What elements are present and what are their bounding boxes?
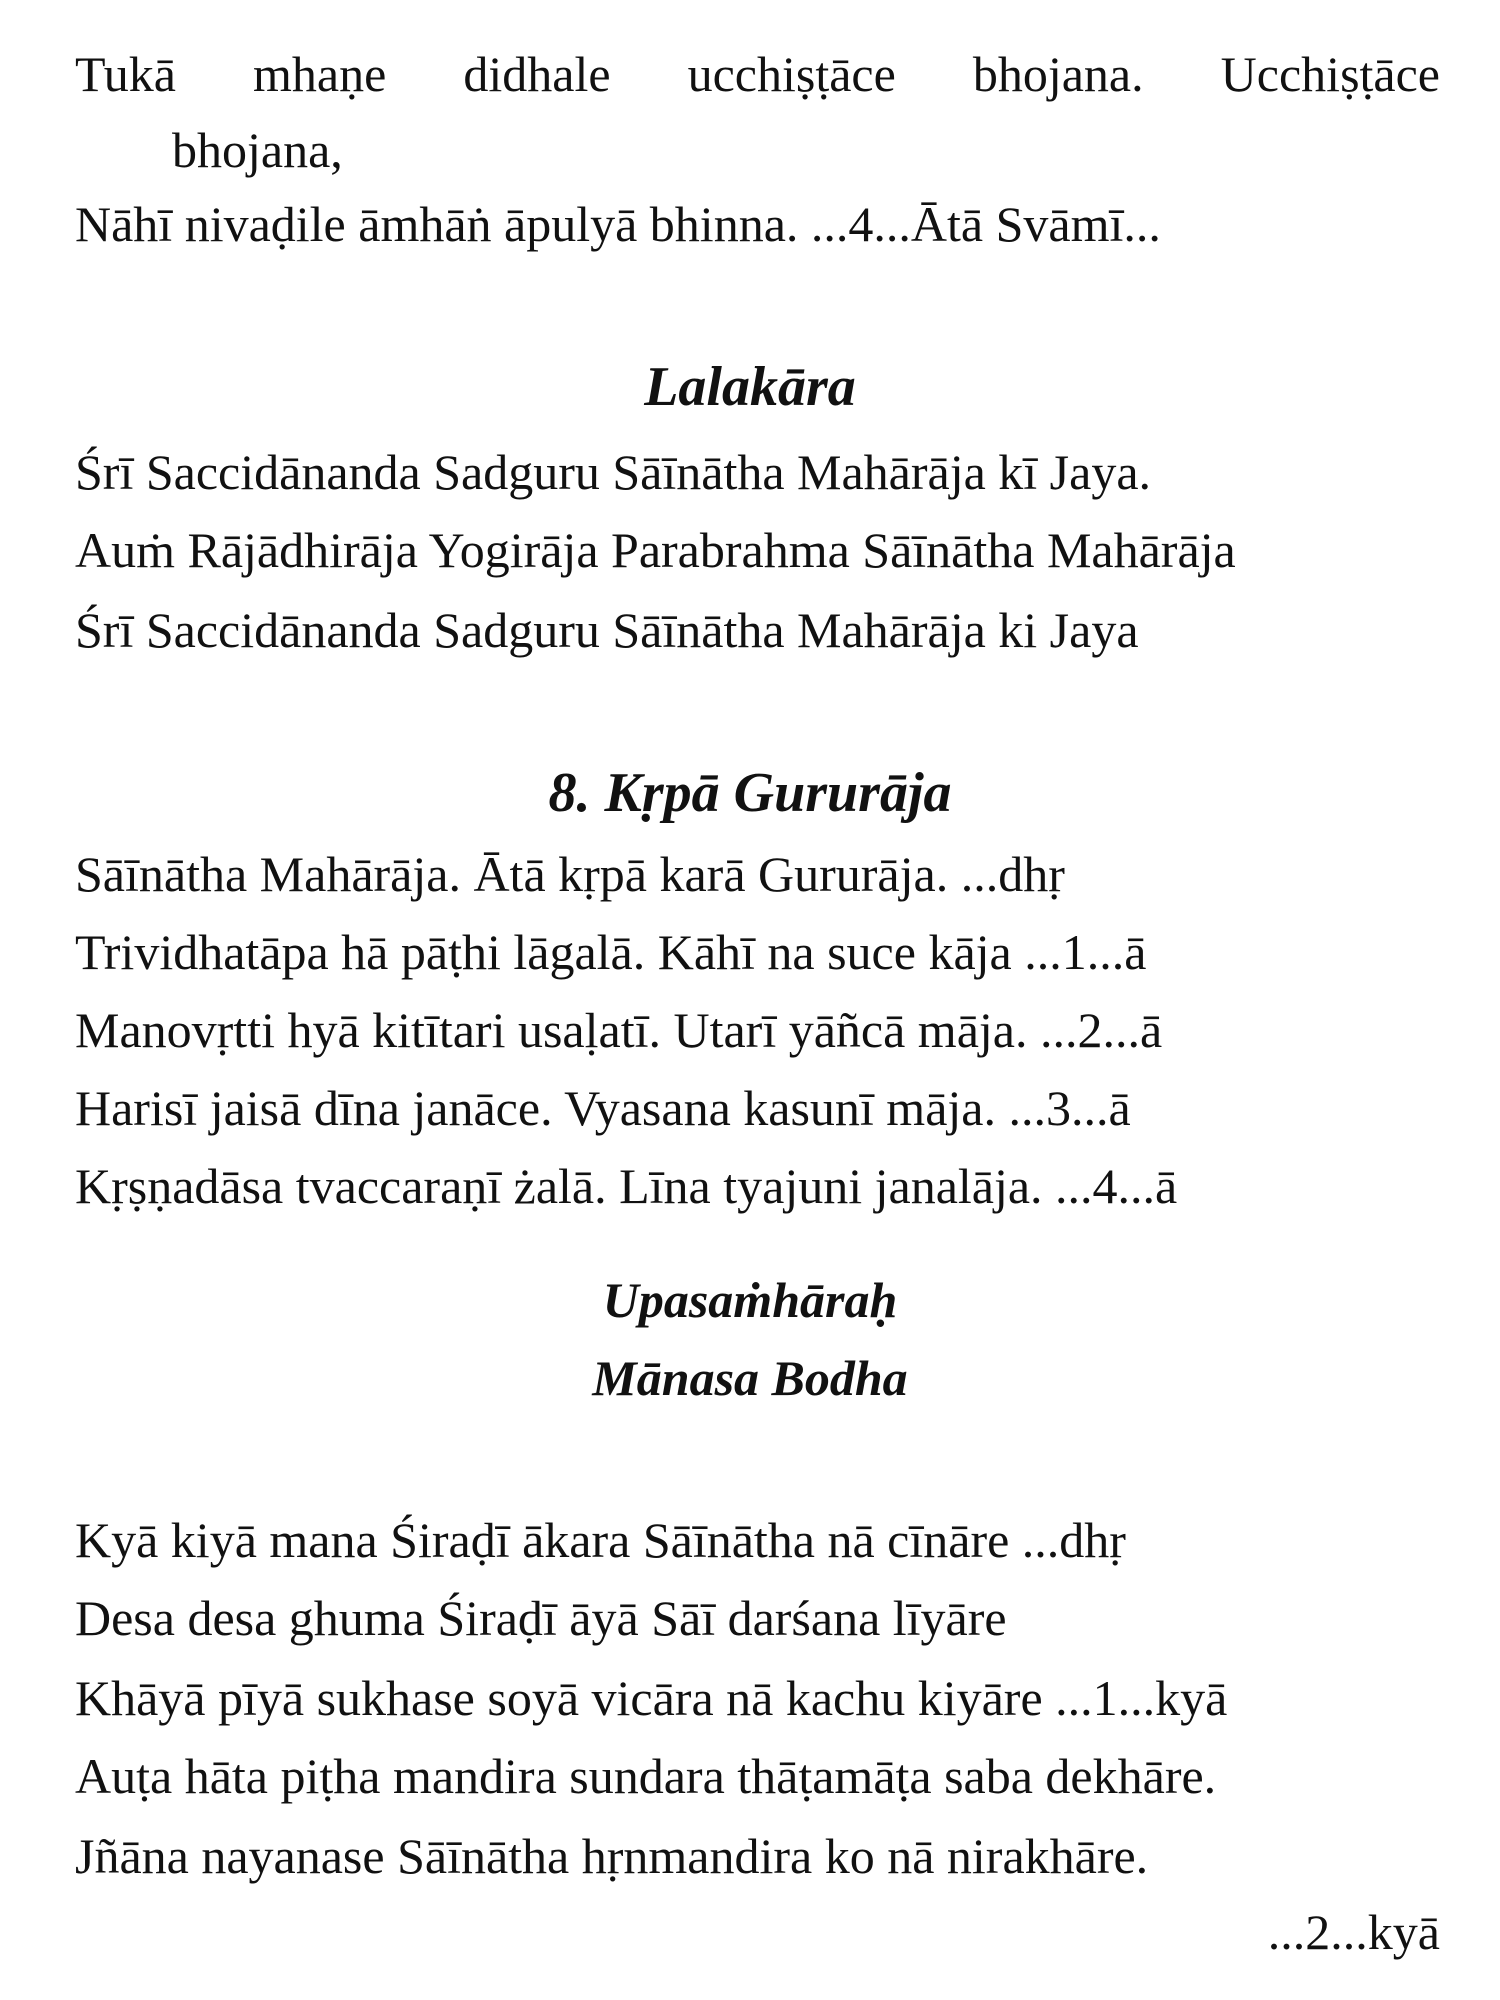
heading-krpa-gururaja: 8. Kṛpā Gururāja — [548, 762, 952, 824]
manasa-line-1: Kyā kiyā mana Śiraḍī ākara Sāīnātha nā cīnāre ...dhṛ — [75, 1512, 1126, 1568]
heading-lalakara: Lalakāra — [644, 356, 856, 418]
verse-line-tuka-2: bhojana, — [172, 122, 343, 178]
subheading-manasa-bodha: Mānasa Bodha — [592, 1350, 908, 1406]
krpa-line-5: Kṛṣṇadāsa tvaccaraṇī żalā. Līna tyajuni janalāja. ...4...ā — [75, 1158, 1178, 1214]
krpa-line-4: Harisī jaisā dīna janāce. Vyasana kasunī māja. ...3...ā — [75, 1080, 1131, 1136]
manasa-line-4: Auṭa hāta piṭha mandira sundara thāṭamāṭa saba dekhāre. — [75, 1748, 1217, 1804]
manasa-refrain: ...2...kyā — [1267, 1904, 1440, 1960]
krpa-line-2: Trividhatāpa hā pāṭhi lāgalā. Kāhī na suce kāja ...1...ā — [75, 924, 1147, 980]
krpa-line-1: Sāīnātha Mahārāja. Ātā kṛpā karā Gururāja. ...dhṛ — [75, 846, 1065, 902]
lalakara-line-1: Śrī Saccidānanda Sadguru Sāīnātha Mahārāja kī Jaya. — [75, 444, 1152, 500]
verse-line-tuka-1: Tukā mhaṇe didhale ucchiṣṭāce bhojana. Ucchiṣṭāce — [75, 46, 1440, 102]
manasa-line-5: Jñāna nayanase Sāīnātha hṛnmandira ko nā nirakhāre. — [75, 1828, 1149, 1884]
lalakara-line-2: Auṁ Rājādhirāja Yogirāja Parabrahma Sāīnātha Mahārāja — [75, 522, 1236, 578]
manasa-line-3: Khāyā pīyā sukhase soyā vicāra nā kachu kiyāre ...1...kyā — [75, 1670, 1228, 1726]
manasa-line-2: Desa desa ghuma Śiraḍī āyā Sāī darśana līyāre — [75, 1590, 1007, 1646]
krpa-line-3: Manovṛtti hyā kitītari usaḷatī. Utarī yāñcā māja. ...2...ā — [75, 1002, 1163, 1058]
heading-upasamhara: Upasaṁhāraḥ — [602, 1272, 898, 1328]
lalakara-line-3: Śrī Saccidānanda Sadguru Sāīnātha Mahārāja ki Jaya — [75, 602, 1139, 658]
verse-line-tuka-3: Nāhī nivaḍile āmhāṅ āpulyā bhinna. ...4...Ātā Svāmī... — [75, 196, 1161, 252]
